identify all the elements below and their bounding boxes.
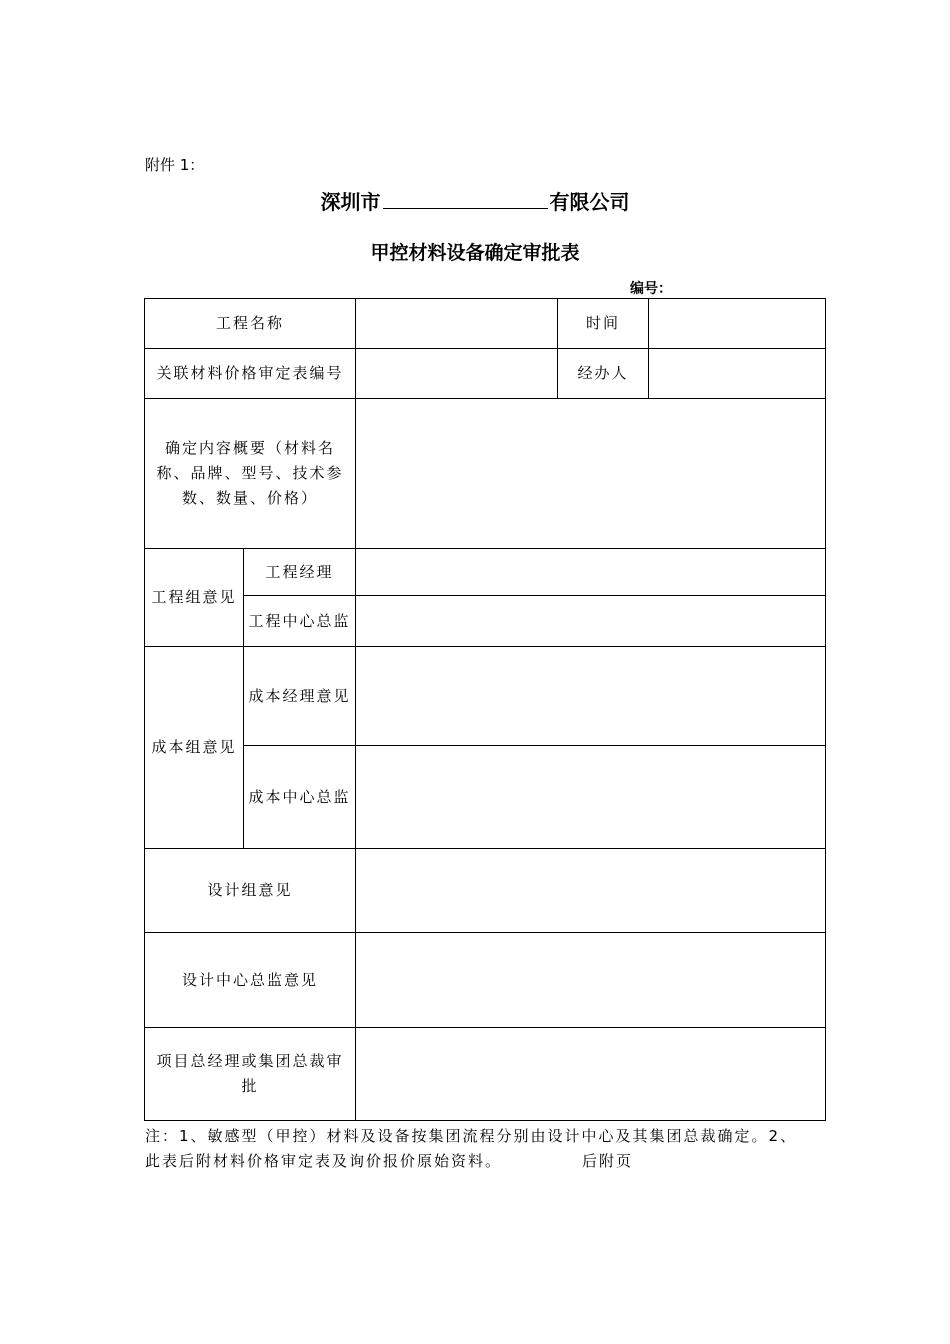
table-row — [145, 549, 826, 596]
table-row — [145, 299, 826, 349]
table-row — [145, 349, 826, 399]
table-row — [145, 596, 826, 647]
final-approval-field[interactable] — [356, 1028, 826, 1121]
company-name-blank[interactable] — [383, 188, 548, 209]
table-row — [145, 399, 826, 549]
serial-number-label: 编号： — [630, 281, 672, 297]
related-price-table-label: 关联材料价格审定表编号 — [145, 349, 356, 399]
table-row — [145, 647, 826, 746]
footer-note-main: 注：1、敏感型（甲控）材料及设备按集团流程分别由设计中心及其集团总裁确定。2、此表后附材料价格审定表及询价报价原始资料。 — [145, 1127, 798, 1170]
cost-group-label: 成本组意见 — [145, 647, 244, 849]
engineering-manager-field[interactable] — [356, 549, 826, 596]
footer-note — [145, 1124, 807, 1174]
design-center-director-label: 设计中心总监意见 — [145, 933, 356, 1028]
engineering-group-label: 工程组意见 — [145, 549, 244, 647]
cost-center-director-field[interactable] — [356, 746, 826, 849]
table-row — [145, 933, 826, 1028]
company-name-line — [0, 186, 950, 215]
project-name-label: 工程名称 — [145, 299, 356, 349]
engineering-center-director-label: 工程中心总监 — [244, 596, 356, 647]
table-row — [145, 746, 826, 849]
cost-manager-opinion-label: 成本经理意见 — [244, 647, 356, 746]
handler-field[interactable] — [649, 349, 826, 399]
cost-center-director-label: 成本中心总监 — [244, 746, 356, 849]
design-center-director-field[interactable] — [356, 933, 826, 1028]
cost-manager-opinion-field[interactable] — [356, 647, 826, 746]
footer-note-tail: 后附页 — [582, 1152, 634, 1170]
final-approval-label: 项目总经理或集团总裁审批 — [145, 1028, 356, 1121]
approval-table — [144, 298, 826, 1121]
content-summary-label: 确定内容概要（材料名称、品牌、型号、技术参数、数量、价格） — [145, 399, 356, 549]
table-row — [145, 1028, 826, 1121]
engineering-center-director-field[interactable] — [356, 596, 826, 647]
design-group-label: 设计组意见 — [145, 849, 356, 933]
form-title: 甲控材料设备确定审批表 — [370, 242, 580, 264]
content-summary-field[interactable] — [356, 399, 826, 549]
project-name-field[interactable] — [356, 299, 558, 349]
attachment-label: 附件 1： — [145, 156, 205, 174]
company-suffix: 有限公司 — [549, 190, 630, 214]
handler-label: 经办人 — [558, 349, 649, 399]
table-row — [145, 849, 826, 933]
time-field[interactable] — [649, 299, 826, 349]
design-group-field[interactable] — [356, 849, 826, 933]
company-prefix: 深圳市 — [320, 190, 381, 214]
time-label: 时间 — [558, 299, 649, 349]
engineering-manager-label: 工程经理 — [244, 549, 356, 596]
related-price-table-field[interactable] — [356, 349, 558, 399]
